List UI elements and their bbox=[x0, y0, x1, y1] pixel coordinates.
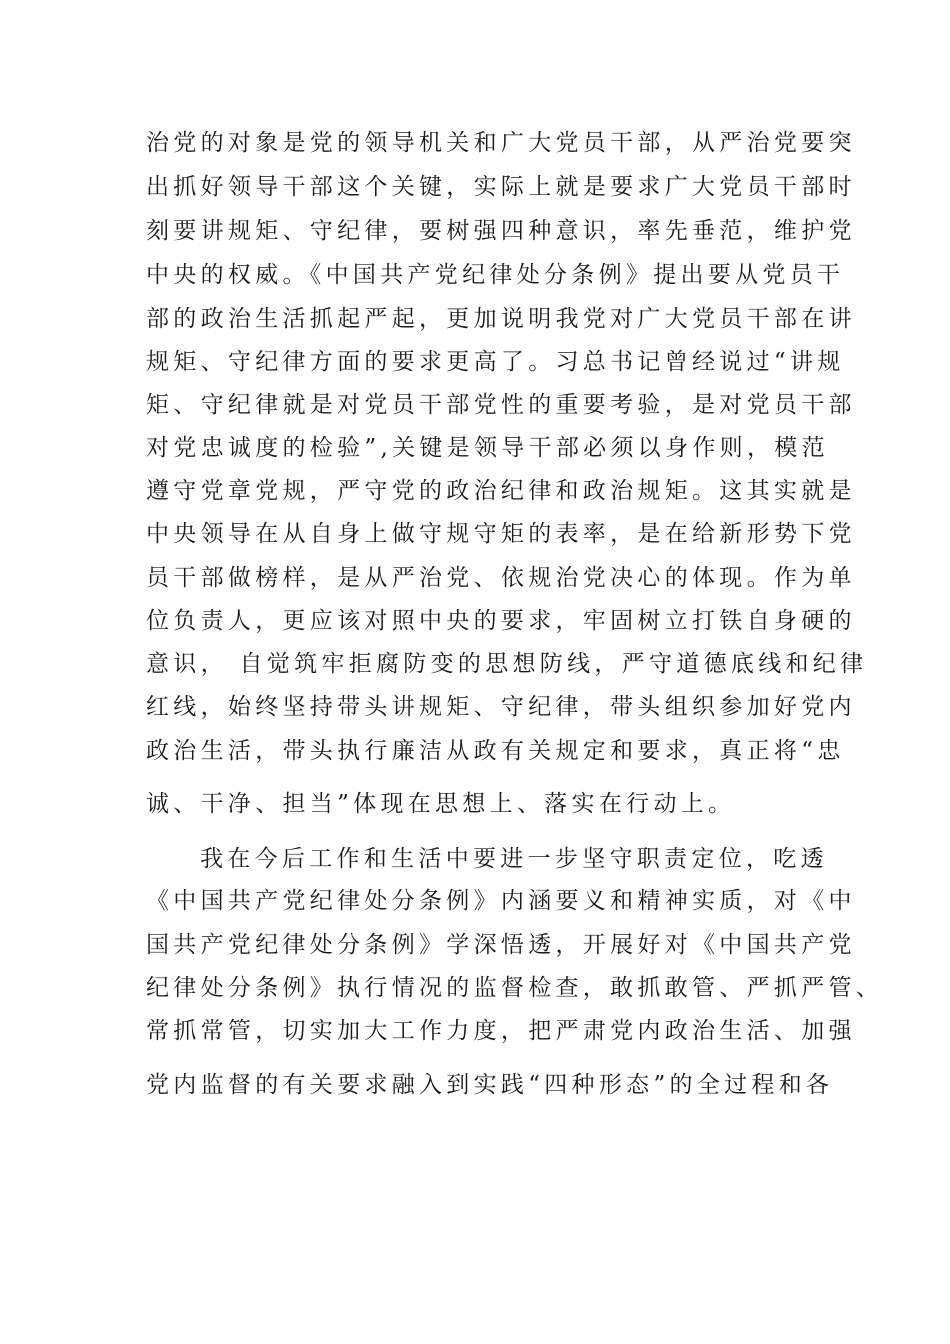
paragraph-1-line: 治党的对象是党的领导机关和广大党员干部，从严治党要突 bbox=[146, 130, 856, 156]
paragraph-1-line: 诚、干净、担当”体现在思想上、落实在行动上。 bbox=[146, 791, 736, 817]
paragraph-2-line: 国共产党纪律处分条例》学深悟透，开展好对《中国共产党 bbox=[146, 932, 856, 958]
paragraph-2-line: 党内监督的有关要求融入到实践“四种形态”的全过程和各 bbox=[146, 1072, 834, 1098]
paragraph-2-line: 我在今后工作和生活中要进一步坚守职责定位，吃透 bbox=[200, 846, 828, 872]
paragraph-1-line: 出抓好领导干部这个关键，实际上就是要求广大党员干部时 bbox=[146, 174, 856, 200]
paragraph-1-line: 刻要讲规矩、守纪律，要树强四种意识，率先垂范，维护党 bbox=[146, 218, 856, 244]
paragraph-1-line: 遵守党章党规，严守党的政治纪律和政治规矩。这其实就是 bbox=[146, 478, 856, 504]
paragraph-1-line: 位负责人，更应该对照中央的要求，牢固树立打铁自身硬的 bbox=[146, 608, 856, 634]
paragraph-1-line: 部的政治生活抓起严起，更加说明我党对广大党员干部在讲 bbox=[146, 306, 856, 332]
paragraph-1-line: 意识， 自觉筑牢拒腐防变的思想防线，严守道德底线和纪律 bbox=[146, 651, 868, 677]
paragraph-1-line: 中央领导在从自身上做守规守矩的表率，是在给新形势下党 bbox=[146, 521, 856, 547]
paragraph-1-line: 矩、守纪律就是对党员干部党性的重要考验，是对党员干部 bbox=[146, 392, 856, 418]
paragraph-1-line: 规矩、守纪律方面的要求更高了。习总书记曾经说过“讲规 bbox=[146, 349, 845, 375]
paragraph-1-line: 中央的权威。《中国共产党纪律处分条例》提出要从党员干 bbox=[146, 262, 845, 288]
paragraph-1-line: 政治生活，带头执行廉洁从政有关规定和要求，真正将“忠 bbox=[146, 738, 845, 764]
paragraph-1-line: 对党忠诚度的检验”,关键是领导干部必须以身作则，模范 bbox=[146, 435, 829, 461]
paragraph-1-line: 红线，始终坚持带头讲规矩、守纪律，带头组织参加好党内 bbox=[146, 694, 856, 720]
paragraph-2-line: 《中国共产党纪律处分条例》内涵要义和精神实质，对《中 bbox=[146, 888, 856, 914]
paragraph-1-line: 员干部做榜样，是从严治党、依规治党决心的体现。作为单 bbox=[146, 565, 856, 591]
paragraph-2-line: 常抓常管，切实加大工作力度，把严肃党内政治生活、加强 bbox=[146, 1018, 856, 1044]
paragraph-2-line: 纪律处分条例》执行情况的监督检查，敢抓敢管、严抓严管、 bbox=[146, 975, 884, 1001]
